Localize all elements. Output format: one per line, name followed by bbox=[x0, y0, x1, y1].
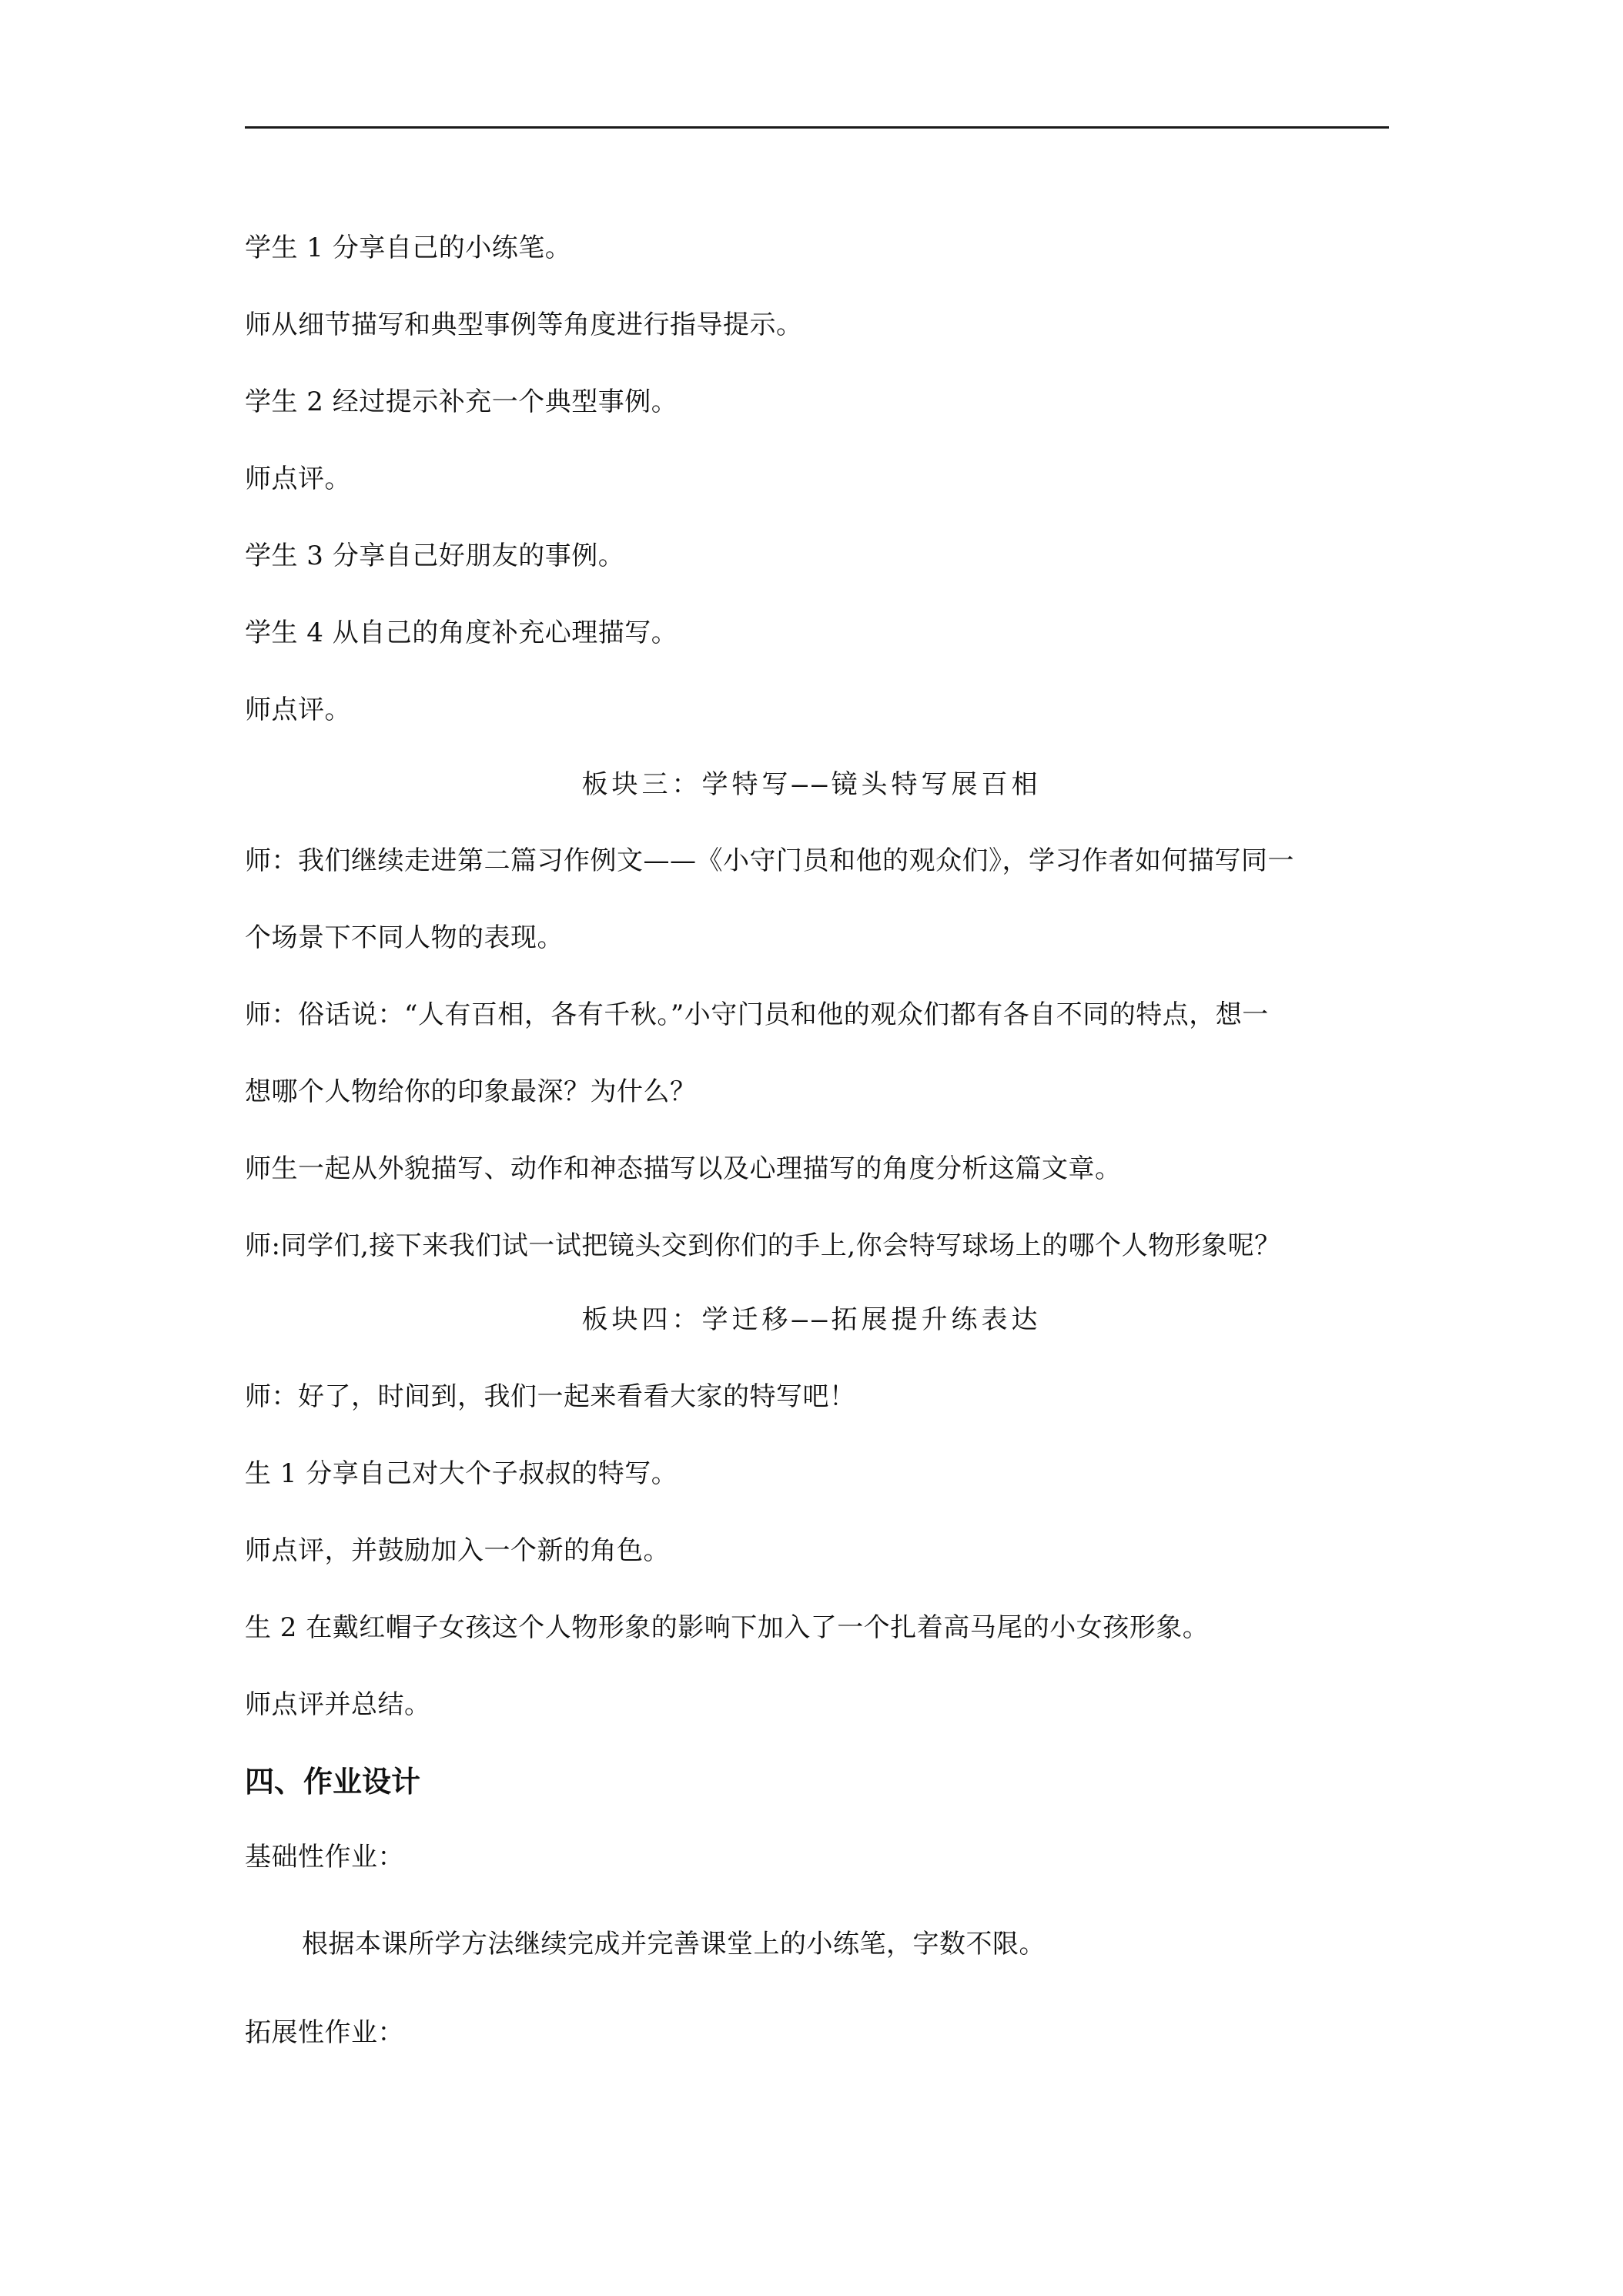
paragraph-line: 学生 3 分享自己好朋友的事例。 bbox=[245, 541, 625, 571]
section-heading-three: 板块三：学特写——镜头特写展百相 bbox=[581, 769, 1042, 800]
paragraph-line: 师从细节描写和典型事例等角度进行指导提示。 bbox=[245, 310, 803, 340]
paragraph-line: 生 2 在戴红帽子女孩这个人物形象的影响下加入了一个扎着高马尾的小女孩形象。 bbox=[245, 1612, 1210, 1643]
paragraph-line: 师点评并总结。 bbox=[245, 1689, 431, 1720]
paragraph-line: 师点评。 bbox=[245, 464, 351, 494]
paragraph-line: 个场景下不同人物的表现。 bbox=[245, 922, 564, 953]
section-heading-four: 板块四：学迁移——拓展提升练表达 bbox=[581, 1304, 1042, 1335]
paragraph-line: 师点评。 bbox=[245, 694, 351, 725]
paragraph-line: 学生 1 分享自己的小练笔。 bbox=[245, 233, 572, 263]
paragraph-line: 师：我们继续走进第二篇习作例文——《小守门员和他的观众们》，学习作者如何描写同一 bbox=[245, 845, 1294, 876]
homework-basic-text: 根据本课所学方法继续完成并完善课堂上的小练笔，字数不限。 bbox=[302, 1929, 1046, 1960]
paragraph-line: 师：好了，时间到，我们一起来看看大家的特写吧！ bbox=[245, 1381, 856, 1412]
homework-extended-label: 拓展性作业： bbox=[245, 2017, 404, 2048]
paragraph-line: 学生 4 从自己的角度补充心理描写。 bbox=[245, 618, 678, 648]
paragraph-line: 生 1 分享自己对大个子叔叔的特写。 bbox=[245, 1458, 678, 1489]
paragraph-line: 师生一起从外貌描写、动作和神态描写以及心理描写的角度分析这篇文章。 bbox=[245, 1153, 1122, 1184]
homework-section-title: 四、作业设计 bbox=[245, 1765, 421, 1799]
paragraph-line: 师点评，并鼓励加入一个新的角色。 bbox=[245, 1535, 670, 1566]
paragraph-line: 师:同学们,接下来我们试一试把镜头交到你们的手上,你会特写球场上的哪个人物形象呢？ bbox=[245, 1230, 1281, 1261]
paragraph-line: 想哪个人物给你的印象最深？为什么？ bbox=[245, 1076, 697, 1107]
paragraph-line: 师：俗话说：“人有百相，各有千秋。”小守门员和他的观众们都有各自不同的特点，想一 bbox=[245, 999, 1269, 1030]
header-rule bbox=[245, 126, 1389, 129]
paragraph-line: 学生 2 经过提示补充一个典型事例。 bbox=[245, 387, 678, 417]
homework-basic-label: 基础性作业： bbox=[245, 1842, 404, 1873]
